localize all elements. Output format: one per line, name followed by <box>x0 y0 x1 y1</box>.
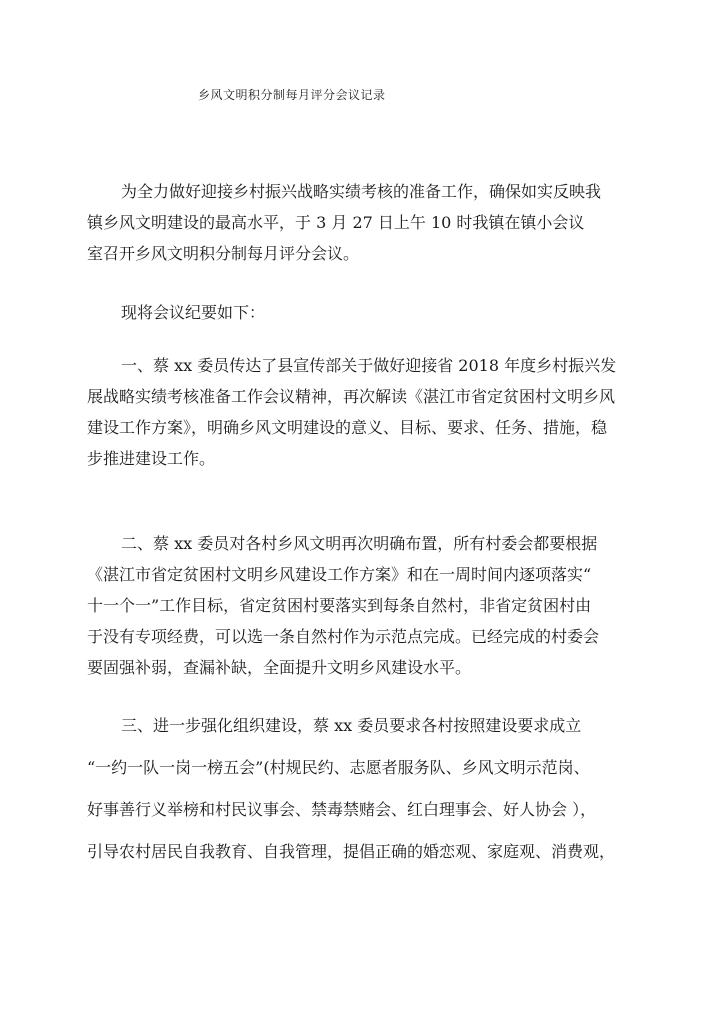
paragraph-line: 一、蔡 xx 委员传达了县宣传部关于做好迎接省 2018 年度乡村振兴发 <box>121 356 617 375</box>
paragraph-line: 为全力做好迎接乡村振兴战略实绩考核的准备工作，确保如实反映我 <box>121 182 602 201</box>
paragraph-item-1 <box>87 350 647 474</box>
paragraph-line: 于没有专项经费，可以选一条自然村作为示范点完成。已经完成的村委会 <box>87 627 600 646</box>
paragraph-item-2 <box>87 528 647 683</box>
paragraph-line: 建设工作方案》，明确乡风文明建设的意义、目标、要求、任务、措施，稳 <box>87 418 608 437</box>
paragraph-summary-intro <box>87 297 647 328</box>
paragraph-line: 《湛江市省定贫困村文明乡风建设工作方案》和在一周时间内逐项落实“ <box>87 565 592 584</box>
paragraph-line: 步推进建设工作。 <box>87 449 216 468</box>
paragraph-line: 三、进一步强化组织建设，蔡 xx 委员要求各村按照建设要求成立 <box>121 716 582 735</box>
paragraph-line: 现将会议纪要如下： <box>121 303 266 322</box>
paragraph-line: 好事善行义举榜和村民议事会、禁毒禁赌会、红白理事会、好人协会 ）， <box>87 800 597 819</box>
paragraph-line: 十一个一”工作目标，省定贫困村要落实到每条自然村，非省定贫困村由 <box>87 596 592 615</box>
paragraph-line: 引导农村居民自我教育、自我管理，提倡正确的婚恋观、家庭观、消费观， <box>87 842 616 861</box>
paragraph-line: 镇乡风文明建设的最高水平，于 3 月 27 日上午 10 时我镇在镇小会议 <box>87 213 585 232</box>
paragraph-line: 二、蔡 xx 委员对各村乡风文明再次明确布置，所有村委会都要根据 <box>121 534 598 553</box>
paragraph-item-3 <box>87 705 647 873</box>
paragraph-line: 要固强补弱，查漏补缺，全面提升文明乡风建设水平。 <box>87 658 472 677</box>
document-title: 乡风文明积分制每月评分会议记录 <box>198 88 386 102</box>
paragraph-line: 室召开乡风文明积分制每月评分会议。 <box>87 244 360 263</box>
paragraph-line: 展战略实绩考核准备工作会议精神，再次解读《湛江市省定贫困村文明乡风 <box>87 387 616 406</box>
paragraph-intro <box>87 176 647 269</box>
paragraph-line: “一约一队一岗一榜五会”(村规民约、志愿者服务队、乡风文明示范岗、 <box>87 758 590 777</box>
